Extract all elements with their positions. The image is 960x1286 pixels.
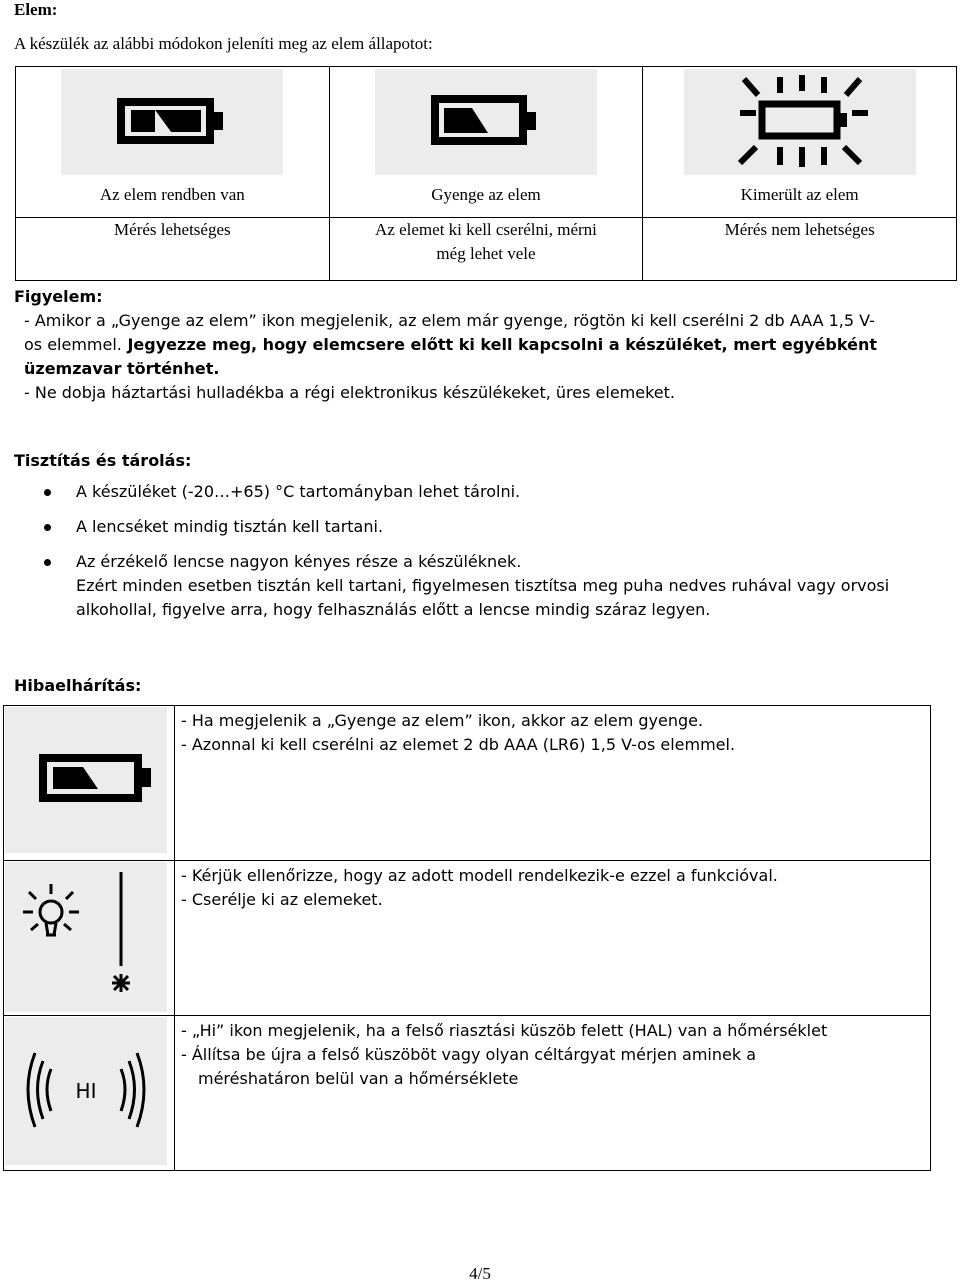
battery-cell-low [329,67,643,218]
battery-cell-empty [643,67,957,218]
battery-desc-ok [16,218,330,281]
battery-desc-low [329,218,643,281]
trouble-line: méréshatáron belül van a hőmérséklete [198,1069,519,1088]
trouble-line: - Azonnal ki kell cserélni az elemet 2 db AAA (LR6) 1,5 V-os elemmel. [181,735,736,754]
attention-line: üzemzavar történhet. [24,359,220,378]
troubleshooting-heading: Hibaelhárítás: [14,676,142,695]
trouble-line: - Kérjük ellenőrizze, hogy az adott modell rendelkezik-e ezzel a funkcióval. [181,866,778,885]
trouble-line: - Ha megjelenik a „Gyenge az elem” ikon, akkor az elem gyenge. [181,711,704,730]
list-item: A készüléket (-20…+65) °C tartományban lehet tárolni. [0,480,940,504]
attention-text [24,309,949,405]
battery-desc-empty [643,218,957,281]
table-row [4,861,931,1016]
page-number: 4/5 [469,1264,491,1283]
table-row [4,1016,931,1171]
bullet-icon [44,489,51,496]
list-item: Az érzékelő lencse nagyon kényes része a készüléknek. Ezért minden esetben tisztán kell tartani, figyelmesen tisztítsa meg puha nedves ruhával vagy orvosi alkohollal, figyelve arra, hogy felhasználás előtt a lencse mindig száraz legyen. [0,550,940,622]
cleaning-heading: Tisztítás és tárolás: [14,451,192,470]
status-label: Gyenge az elem [431,185,541,204]
trouble-icon-cell [4,706,175,861]
desc-text: Mérés lehetséges [114,220,231,239]
table-row [4,706,931,861]
trouble-line: - Cserélje ki az elemeket. [181,890,383,909]
battery-status-table [15,66,957,281]
desc-text: Az elemet ki kell cserélni, mérni még lehet vele [375,220,597,263]
trouble-text-cell [175,861,931,1016]
battery-full-icon [61,69,283,175]
section-title: Elem: [14,0,58,19]
cleaning-list [0,480,940,622]
status-label: Az elem rendben van [99,185,245,204]
desc-text: Mérés nem lehetséges [724,220,875,239]
troubleshooting-table [3,705,931,1171]
list-item: A lencséket mindig tisztán kell tartani. [0,515,940,539]
cleaning-extra: alkohollal, figyelve arra, hogy felhasználás előtt a lencse mindig száraz legyen. [76,600,711,619]
hi-alarm-icon [5,1017,167,1165]
trouble-icon-cell [4,1016,175,1171]
battery-low-icon [375,69,597,175]
cleaning-extra: Ezért minden esetben tisztán kell tartani, figyelmesen tisztítsa meg puha nedves ruhával vagy orvosi [76,576,890,595]
trouble-text-cell [175,1016,931,1171]
attention-line: - Amikor a „Gyenge az elem” ikon megjelenik, az elem már gyenge, rögtön ki kell cserélni 2 db AAA 1,5 V- [24,311,875,330]
light-laser-icon [5,862,167,1012]
attention-plain: os elemmel. [24,335,122,354]
trouble-text-cell [175,706,931,861]
attention-heading: Figyelem: [14,287,103,306]
attention-bold: Jegyezze meg, hogy elemcsere előtt ki kell kapcsolni a készüléket, mert egyébként [121,335,877,354]
bullet-icon [44,524,51,531]
bullet-icon [44,559,51,566]
intro-text: A készülék az alábbi módokon jeleníti meg az elem állapotot: [14,34,433,53]
trouble-line: - Állítsa be újra a felső küszöböt vagy olyan céltárgyat mérjen aminek a [181,1045,757,1064]
hi-label: HI [75,1079,97,1103]
trouble-line: - „Hi” ikon megjelenik, ha a felső riasztási küszöb felett (HAL) van a hőmérséklet [181,1021,828,1040]
status-label: Kimerült az elem [740,185,859,204]
battery-cell-ok [16,67,330,218]
trouble-icon-cell [4,861,175,1016]
battery-low-icon [5,707,167,853]
attention-line [24,333,949,357]
attention-line: - Ne dobja háztartási hulladékba a régi elektronikus készülékeket, üres elemeket. [24,383,676,402]
battery-empty-flashing-icon [684,69,916,175]
